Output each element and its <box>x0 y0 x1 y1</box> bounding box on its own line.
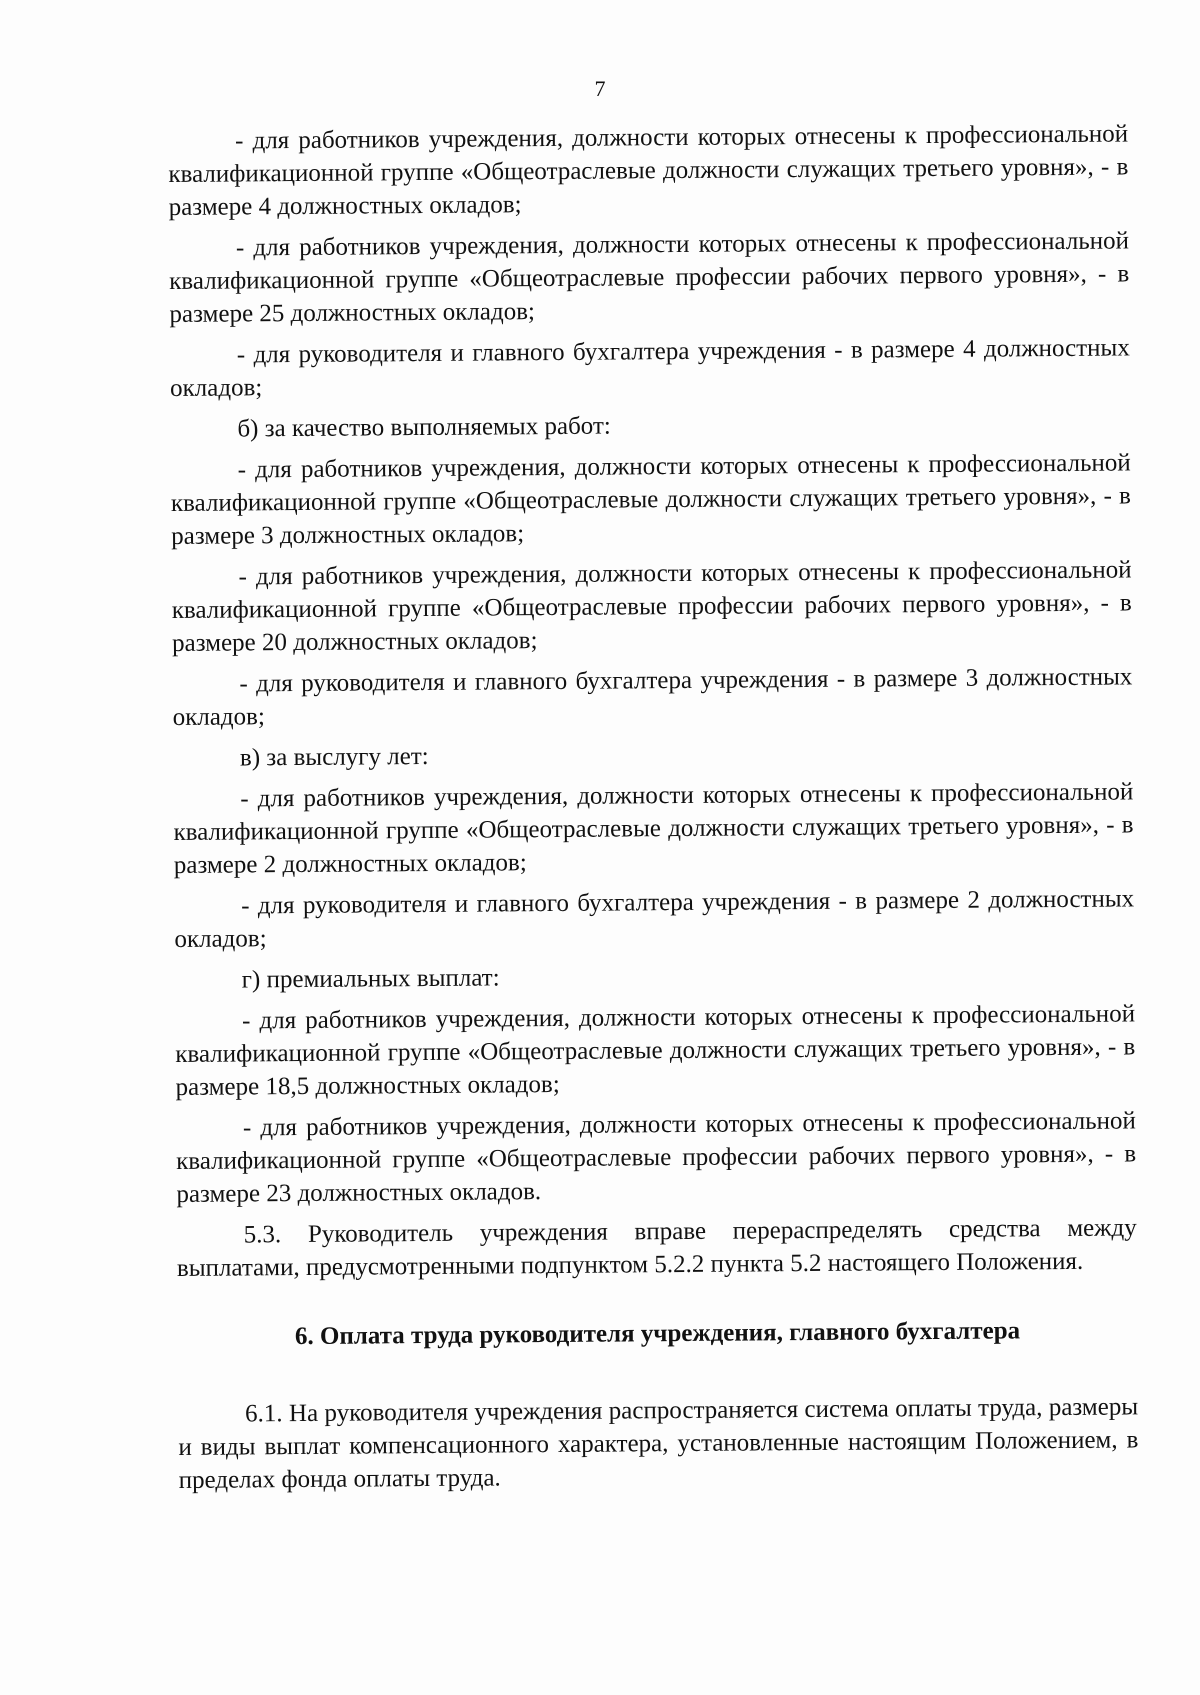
page-number: 7 <box>594 76 606 101</box>
document-body <box>168 117 1139 1504</box>
subheading-b: б) за качество выполняемых работ: <box>237 412 611 443</box>
paragraph: - для работников учреждения, должности которых отнесены к профессиональной квалификационной группе «Общеотраслевые профессии рабочих первого уровня», - в размере 20 должностных окладов; <box>171 556 1132 657</box>
paragraph: - для работников учреждения, должности которых отнесены к профессиональной квалификационной группе «Общеотраслевые должности служащих третьего уровня», - в размере 3 должностных окладов; <box>170 449 1132 550</box>
subheading-v: в) за выслугу лет: <box>239 742 429 772</box>
clause-6-1: 6.1. На руководителя учреждения распространяется система оплаты труда, размеры и виды выплат компенсационного характера, установленные настоящим Положением, в пределах фонда оплаты труда. <box>178 1393 1139 1494</box>
subheading-g: г) премиальных выплат: <box>241 964 500 994</box>
paragraph: - для руководителя и главного бухгалтера учреждения - в размере 4 должностных окладов; <box>169 334 1130 402</box>
paragraph: - для работников учреждения, должности которых отнесены к профессиональной квалификационной группе «Общеотраслевые профессии рабочих первого уровня», - в размере 25 должностных окладов; <box>169 227 1130 328</box>
paragraph: - для руководителя и главного бухгалтера учреждения - в размере 2 должностных окладов; <box>174 885 1135 953</box>
section-6-title: 6. Оплата труда руководителя учреждения, главного бухгалтера <box>294 1317 1021 1351</box>
paragraph: - для работников учреждения, должности которых отнесены к профессиональной квалификационной группе «Общеотраслевые должности служащих третьего уровня», - в размере 2 должностных окладов; <box>173 778 1134 879</box>
clause-5-3: 5.3. Руководитель учреждения вправе перераспределять средства между выплатами, предусмотренными подпунктом 5.2.2 пункта 5.2 настоящего Положения. <box>176 1214 1137 1282</box>
paragraph: - для работников учреждения, должности которых отнесены к профессиональной квалификационной группе «Общеотраслевые должности служащих третьего уровня», - в размере 4 должностных окладов; <box>168 120 1129 221</box>
paragraph: - для работников учреждения, должности которых отнесены к профессиональной квалификационной группе «Общеотраслевые профессии рабочих первого уровня», - в размере 23 должностных окладов. <box>176 1107 1137 1208</box>
paragraph: - для работников учреждения, должности которых отнесены к профессиональной квалификационной группе «Общеотраслевые должности служащих третьего уровня», - в размере 18,5 должностных окладов; <box>175 1000 1136 1101</box>
paragraph: - для руководителя и главного бухгалтера учреждения - в размере 3 должностных окладов; <box>172 663 1133 731</box>
